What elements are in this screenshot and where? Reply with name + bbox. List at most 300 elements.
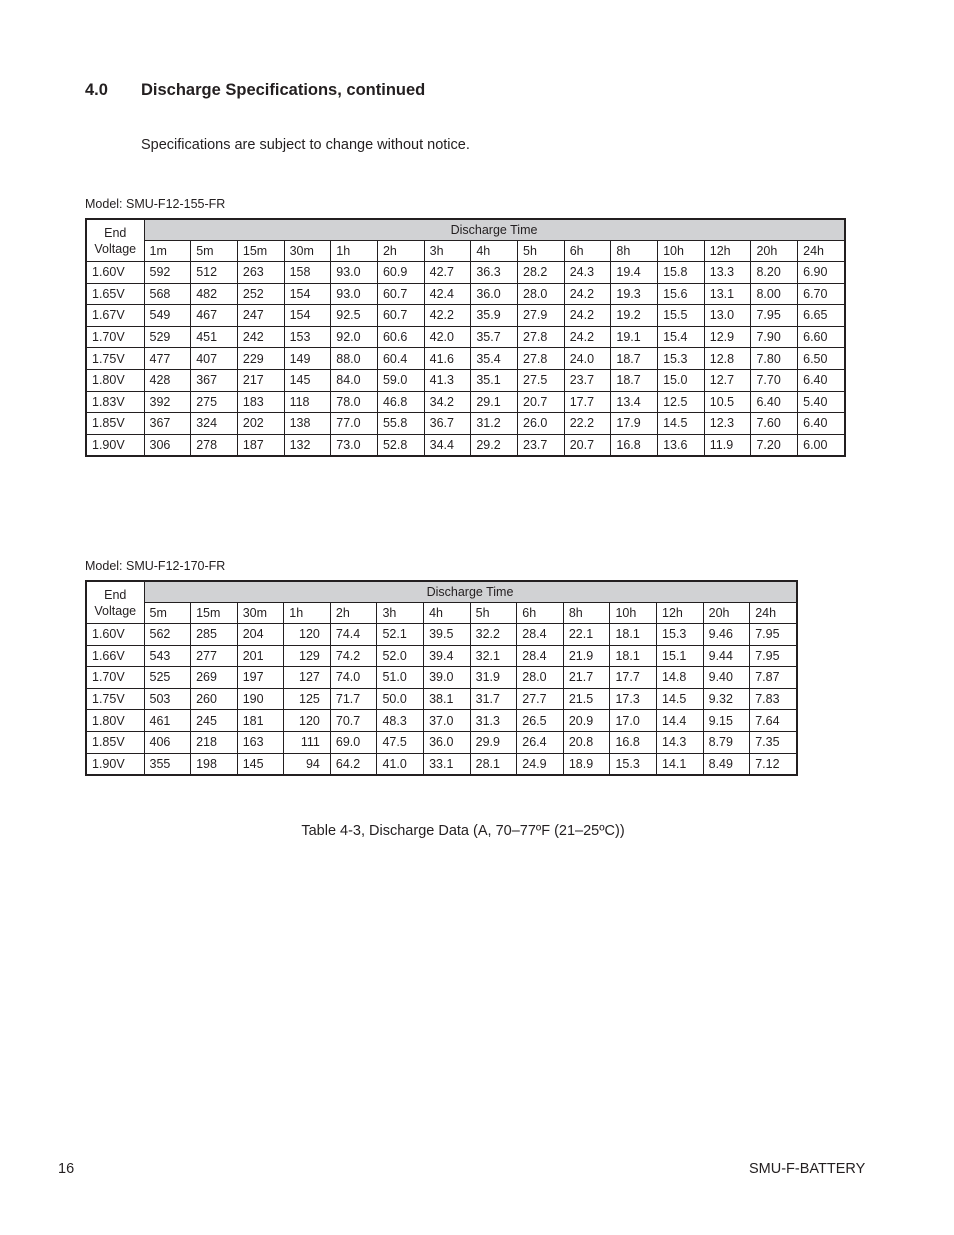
time-column-header: 4h xyxy=(424,603,471,624)
discharge-current-cell: 36.0 xyxy=(424,731,471,753)
discharge-current-cell: 263 xyxy=(237,262,284,284)
discharge-current-cell: 482 xyxy=(191,283,238,305)
time-column-header: 1h xyxy=(284,603,331,624)
discharge-current-cell: 158 xyxy=(284,262,331,284)
discharge-current-cell: 13.1 xyxy=(704,283,751,305)
discharge-current-cell: 9.46 xyxy=(703,624,750,646)
discharge-current-cell: 41.0 xyxy=(377,753,424,775)
discharge-current-cell: 367 xyxy=(191,369,238,391)
discharge-current-cell: 9.44 xyxy=(703,645,750,667)
discharge-current-cell: 190 xyxy=(237,688,284,710)
end-voltage-header xyxy=(86,219,144,262)
discharge-current-cell: 35.7 xyxy=(471,326,518,348)
time-column-header: 12h xyxy=(704,241,751,262)
discharge-current-cell: 252 xyxy=(237,283,284,305)
discharge-current-cell: 145 xyxy=(284,369,331,391)
discharge-current-cell: 31.7 xyxy=(470,688,517,710)
discharge-current-cell: 197 xyxy=(237,667,284,689)
discharge-current-cell: 55.8 xyxy=(377,413,424,435)
discharge-current-cell: 428 xyxy=(144,369,191,391)
discharge-current-cell: 13.3 xyxy=(704,262,751,284)
discharge-current-cell: 70.7 xyxy=(330,710,377,732)
table-row xyxy=(86,645,797,667)
section-title: Discharge Specifications, continued xyxy=(141,81,426,99)
table1-model-label: Model: SMU-F12-155-FR xyxy=(85,197,226,211)
discharge-current-cell: 28.0 xyxy=(518,283,565,305)
end-voltage-cell: 1.75V xyxy=(86,688,144,710)
discharge-current-cell: 12.8 xyxy=(704,348,751,370)
discharge-current-cell: 132 xyxy=(284,434,331,456)
discharge-current-cell: 74.4 xyxy=(330,624,377,646)
time-column-header: 15m xyxy=(237,241,284,262)
discharge-current-cell: 24.2 xyxy=(564,283,611,305)
specifications-notice: Specifications are subject to change without notice. xyxy=(141,137,470,153)
discharge-current-cell: 17.7 xyxy=(610,667,657,689)
discharge-current-cell: 6.50 xyxy=(798,348,845,370)
discharge-current-cell: 6.00 xyxy=(798,434,845,456)
discharge-current-cell: 154 xyxy=(284,283,331,305)
discharge-current-cell: 9.15 xyxy=(703,710,750,732)
discharge-current-cell: 18.7 xyxy=(611,369,658,391)
discharge-current-cell: 15.3 xyxy=(658,348,705,370)
discharge-current-cell: 32.1 xyxy=(470,645,517,667)
discharge-current-cell: 198 xyxy=(191,753,238,775)
discharge-current-cell: 8.00 xyxy=(751,283,798,305)
time-column-header: 1h xyxy=(331,241,378,262)
discharge-current-cell: 154 xyxy=(284,305,331,327)
discharge-current-cell: 13.6 xyxy=(658,434,705,456)
discharge-current-cell: 94 xyxy=(284,753,331,775)
discharge-current-cell: 181 xyxy=(237,710,284,732)
time-column-header: 2h xyxy=(377,241,424,262)
end-voltage-header xyxy=(86,581,144,624)
discharge-current-cell: 19.3 xyxy=(611,283,658,305)
discharge-current-cell: 22.2 xyxy=(564,413,611,435)
time-column-header: 24h xyxy=(750,603,797,624)
discharge-current-cell: 27.5 xyxy=(518,369,565,391)
discharge-current-cell: 52.8 xyxy=(377,434,424,456)
discharge-current-cell: 407 xyxy=(191,348,238,370)
discharge-table-155 xyxy=(85,218,846,457)
end-voltage-cell: 1.80V xyxy=(86,369,144,391)
discharge-current-cell: 15.4 xyxy=(658,326,705,348)
discharge-current-cell: 28.1 xyxy=(470,753,517,775)
discharge-time-header: Discharge Time xyxy=(144,581,797,603)
time-column-header: 20h xyxy=(751,241,798,262)
end-voltage-header-line: End xyxy=(104,587,127,602)
discharge-current-cell: 18.9 xyxy=(563,753,610,775)
discharge-current-cell: 29.9 xyxy=(470,731,517,753)
discharge-current-cell: 16.8 xyxy=(611,434,658,456)
discharge-current-cell: 48.3 xyxy=(377,710,424,732)
discharge-current-cell: 41.3 xyxy=(424,369,471,391)
discharge-current-cell: 129 xyxy=(284,645,331,667)
footer-brand: SMU-F-BATTERY xyxy=(749,1161,866,1177)
discharge-current-cell: 12.5 xyxy=(658,391,705,413)
table-row xyxy=(86,262,845,284)
discharge-current-cell: 285 xyxy=(191,624,238,646)
discharge-current-cell: 406 xyxy=(144,731,191,753)
discharge-current-cell: 35.1 xyxy=(471,369,518,391)
discharge-current-cell: 39.5 xyxy=(424,624,471,646)
table-caption-text: Table 4-3, Discharge Data (A, 70–77ºF (21–25ºC)) xyxy=(301,823,625,839)
table-row xyxy=(86,348,845,370)
discharge-current-cell: 111 xyxy=(284,731,331,753)
page-number: 16 xyxy=(58,1161,75,1177)
discharge-current-cell: 12.9 xyxy=(704,326,751,348)
discharge-current-cell: 26.4 xyxy=(517,731,564,753)
time-column-header: 30m xyxy=(284,241,331,262)
discharge-current-cell: 24.3 xyxy=(564,262,611,284)
discharge-current-cell: 39.0 xyxy=(424,667,471,689)
time-column-header: 20h xyxy=(703,603,750,624)
discharge-current-cell: 14.8 xyxy=(657,667,704,689)
discharge-current-cell: 34.4 xyxy=(424,434,471,456)
discharge-current-cell: 324 xyxy=(191,413,238,435)
discharge-current-cell: 6.65 xyxy=(798,305,845,327)
table-row xyxy=(86,710,797,732)
table-row xyxy=(86,434,845,456)
table2-model-label: Model: SMU-F12-170-FR xyxy=(85,559,226,573)
discharge-current-cell: 153 xyxy=(284,326,331,348)
discharge-current-cell: 21.7 xyxy=(563,667,610,689)
time-column-header: 12h xyxy=(657,603,704,624)
discharge-current-cell: 28.2 xyxy=(518,262,565,284)
discharge-current-cell: 31.3 xyxy=(470,710,517,732)
discharge-current-cell: 15.6 xyxy=(658,283,705,305)
discharge-current-cell: 71.7 xyxy=(330,688,377,710)
discharge-current-cell: 27.7 xyxy=(517,688,564,710)
discharge-current-cell: 17.3 xyxy=(610,688,657,710)
table-row xyxy=(86,667,797,689)
discharge-current-cell: 8.20 xyxy=(751,262,798,284)
discharge-current-cell: 392 xyxy=(144,391,191,413)
discharge-current-cell: 52.1 xyxy=(377,624,424,646)
discharge-current-cell: 217 xyxy=(237,369,284,391)
table-row xyxy=(86,731,797,753)
discharge-current-cell: 26.5 xyxy=(517,710,564,732)
discharge-current-cell: 277 xyxy=(191,645,238,667)
discharge-current-cell: 20.8 xyxy=(563,731,610,753)
end-voltage-header-line: Voltage xyxy=(94,241,137,256)
time-column-header: 1m xyxy=(144,241,191,262)
discharge-current-cell: 15.5 xyxy=(658,305,705,327)
discharge-current-cell: 42.0 xyxy=(424,326,471,348)
discharge-current-cell: 32.2 xyxy=(470,624,517,646)
end-voltage-cell: 1.60V xyxy=(86,262,144,284)
discharge-current-cell: 27.8 xyxy=(518,348,565,370)
discharge-current-cell: 120 xyxy=(284,624,331,646)
time-column-header: 5m xyxy=(144,603,191,624)
discharge-current-cell: 42.4 xyxy=(424,283,471,305)
end-voltage-cell: 1.66V xyxy=(86,645,144,667)
discharge-current-cell: 24.9 xyxy=(517,753,564,775)
discharge-current-cell: 26.0 xyxy=(518,413,565,435)
end-voltage-cell: 1.75V xyxy=(86,348,144,370)
discharge-current-cell: 19.4 xyxy=(611,262,658,284)
discharge-current-cell: 28.4 xyxy=(517,624,564,646)
discharge-current-cell: 14.4 xyxy=(657,710,704,732)
discharge-current-cell: 218 xyxy=(191,731,238,753)
discharge-current-cell: 6.90 xyxy=(798,262,845,284)
end-voltage-cell: 1.70V xyxy=(86,326,144,348)
discharge-current-cell: 19.2 xyxy=(611,305,658,327)
discharge-current-cell: 15.8 xyxy=(658,262,705,284)
end-voltage-cell: 1.80V xyxy=(86,710,144,732)
discharge-current-cell: 16.8 xyxy=(610,731,657,753)
discharge-current-cell: 477 xyxy=(144,348,191,370)
discharge-current-cell: 42.7 xyxy=(424,262,471,284)
discharge-current-cell: 138 xyxy=(284,413,331,435)
discharge-current-cell: 7.95 xyxy=(750,645,797,667)
discharge-current-cell: 35.9 xyxy=(471,305,518,327)
discharge-current-cell: 6.70 xyxy=(798,283,845,305)
discharge-current-cell: 17.0 xyxy=(610,710,657,732)
discharge-current-cell: 20.7 xyxy=(518,391,565,413)
end-voltage-cell: 1.67V xyxy=(86,305,144,327)
discharge-current-cell: 24.2 xyxy=(564,305,611,327)
discharge-current-cell: 17.9 xyxy=(611,413,658,435)
discharge-current-cell: 118 xyxy=(284,391,331,413)
discharge-current-cell: 7.70 xyxy=(751,369,798,391)
discharge-current-cell: 35.4 xyxy=(471,348,518,370)
discharge-current-cell: 34.2 xyxy=(424,391,471,413)
discharge-current-cell: 543 xyxy=(144,645,191,667)
discharge-current-cell: 60.7 xyxy=(377,283,424,305)
end-voltage-cell: 1.60V xyxy=(86,624,144,646)
discharge-current-cell: 120 xyxy=(284,710,331,732)
discharge-current-cell: 467 xyxy=(191,305,238,327)
discharge-current-cell: 27.9 xyxy=(518,305,565,327)
discharge-current-cell: 28.4 xyxy=(517,645,564,667)
discharge-current-cell: 7.12 xyxy=(750,753,797,775)
discharge-current-cell: 6.40 xyxy=(751,391,798,413)
discharge-current-cell: 21.5 xyxy=(563,688,610,710)
discharge-current-cell: 127 xyxy=(284,667,331,689)
table-row xyxy=(86,688,797,710)
discharge-current-cell: 201 xyxy=(237,645,284,667)
time-column-header: 8h xyxy=(563,603,610,624)
discharge-current-cell: 367 xyxy=(144,413,191,435)
time-column-header: 3h xyxy=(424,241,471,262)
discharge-current-cell: 13.0 xyxy=(704,305,751,327)
discharge-current-cell: 306 xyxy=(144,434,191,456)
discharge-current-cell: 568 xyxy=(144,283,191,305)
discharge-current-cell: 7.90 xyxy=(751,326,798,348)
discharge-current-cell: 24.2 xyxy=(564,326,611,348)
time-column-header: 30m xyxy=(237,603,284,624)
discharge-current-cell: 39.4 xyxy=(424,645,471,667)
discharge-current-cell: 202 xyxy=(237,413,284,435)
discharge-current-cell: 7.20 xyxy=(751,434,798,456)
discharge-current-cell: 24.0 xyxy=(564,348,611,370)
discharge-current-cell: 60.4 xyxy=(377,348,424,370)
discharge-current-cell: 245 xyxy=(191,710,238,732)
discharge-current-cell: 242 xyxy=(237,326,284,348)
discharge-current-cell: 36.7 xyxy=(424,413,471,435)
discharge-current-cell: 183 xyxy=(237,391,284,413)
discharge-current-cell: 84.0 xyxy=(331,369,378,391)
table-row xyxy=(86,413,845,435)
discharge-current-cell: 69.0 xyxy=(330,731,377,753)
discharge-current-cell: 5.40 xyxy=(798,391,845,413)
table-row xyxy=(86,624,797,646)
discharge-current-cell: 149 xyxy=(284,348,331,370)
discharge-current-cell: 15.0 xyxy=(658,369,705,391)
time-column-header: 6h xyxy=(564,241,611,262)
discharge-current-cell: 6.40 xyxy=(798,413,845,435)
discharge-current-cell: 7.95 xyxy=(750,624,797,646)
discharge-current-cell: 525 xyxy=(144,667,191,689)
discharge-current-cell: 93.0 xyxy=(331,283,378,305)
discharge-current-cell: 51.0 xyxy=(377,667,424,689)
discharge-current-cell: 260 xyxy=(191,688,238,710)
discharge-current-cell: 33.1 xyxy=(424,753,471,775)
discharge-current-cell: 15.1 xyxy=(657,645,704,667)
discharge-current-cell: 60.9 xyxy=(377,262,424,284)
discharge-current-cell: 512 xyxy=(191,262,238,284)
discharge-current-cell: 11.9 xyxy=(704,434,751,456)
time-column-header: 10h xyxy=(658,241,705,262)
discharge-current-cell: 74.0 xyxy=(330,667,377,689)
discharge-current-cell: 7.35 xyxy=(750,731,797,753)
discharge-current-cell: 125 xyxy=(284,688,331,710)
discharge-current-cell: 7.83 xyxy=(750,688,797,710)
end-voltage-cell: 1.65V xyxy=(86,283,144,305)
discharge-current-cell: 60.7 xyxy=(377,305,424,327)
discharge-current-cell: 355 xyxy=(144,753,191,775)
discharge-current-cell: 20.7 xyxy=(564,434,611,456)
discharge-current-cell: 59.0 xyxy=(377,369,424,391)
table-row xyxy=(86,391,845,413)
discharge-current-cell: 204 xyxy=(237,624,284,646)
time-column-header: 3h xyxy=(377,603,424,624)
discharge-current-cell: 187 xyxy=(237,434,284,456)
end-voltage-cell: 1.90V xyxy=(86,434,144,456)
discharge-current-cell: 12.3 xyxy=(704,413,751,435)
discharge-current-cell: 74.2 xyxy=(330,645,377,667)
discharge-current-cell: 29.1 xyxy=(471,391,518,413)
time-column-header: 10h xyxy=(610,603,657,624)
discharge-current-cell: 19.1 xyxy=(611,326,658,348)
discharge-current-cell: 29.2 xyxy=(471,434,518,456)
discharge-current-cell: 7.95 xyxy=(751,305,798,327)
time-column-header: 15m xyxy=(191,603,238,624)
discharge-current-cell: 7.87 xyxy=(750,667,797,689)
discharge-current-cell: 562 xyxy=(144,624,191,646)
table-row xyxy=(86,326,845,348)
discharge-current-cell: 60.6 xyxy=(377,326,424,348)
discharge-current-cell: 41.6 xyxy=(424,348,471,370)
discharge-current-cell: 549 xyxy=(144,305,191,327)
time-column-header: 2h xyxy=(330,603,377,624)
discharge-current-cell: 88.0 xyxy=(331,348,378,370)
discharge-current-cell: 37.0 xyxy=(424,710,471,732)
discharge-current-cell: 18.1 xyxy=(610,624,657,646)
discharge-current-cell: 461 xyxy=(144,710,191,732)
discharge-current-cell: 38.1 xyxy=(424,688,471,710)
discharge-current-cell: 28.0 xyxy=(517,667,564,689)
discharge-current-cell: 6.60 xyxy=(798,326,845,348)
discharge-current-cell: 52.0 xyxy=(377,645,424,667)
time-column-header: 4h xyxy=(471,241,518,262)
discharge-current-cell: 13.4 xyxy=(611,391,658,413)
discharge-current-cell: 7.64 xyxy=(750,710,797,732)
discharge-current-cell: 503 xyxy=(144,688,191,710)
discharge-table-170 xyxy=(85,580,798,776)
discharge-current-cell: 275 xyxy=(191,391,238,413)
time-column-header: 8h xyxy=(611,241,658,262)
discharge-current-cell: 20.9 xyxy=(563,710,610,732)
discharge-current-cell: 14.1 xyxy=(657,753,704,775)
discharge-current-cell: 77.0 xyxy=(331,413,378,435)
discharge-current-cell: 12.7 xyxy=(704,369,751,391)
discharge-current-cell: 7.60 xyxy=(751,413,798,435)
table-row xyxy=(86,305,845,327)
discharge-current-cell: 23.7 xyxy=(518,434,565,456)
discharge-current-cell: 22.1 xyxy=(563,624,610,646)
table-row xyxy=(86,283,845,305)
discharge-current-cell: 14.3 xyxy=(657,731,704,753)
discharge-current-cell: 92.0 xyxy=(331,326,378,348)
discharge-current-cell: 8.79 xyxy=(703,731,750,753)
discharge-current-cell: 163 xyxy=(237,731,284,753)
discharge-current-cell: 31.9 xyxy=(470,667,517,689)
discharge-current-cell: 42.2 xyxy=(424,305,471,327)
discharge-current-cell: 36.0 xyxy=(471,283,518,305)
section-number: 4.0 xyxy=(85,81,108,99)
discharge-current-cell: 247 xyxy=(237,305,284,327)
discharge-current-cell: 14.5 xyxy=(657,688,704,710)
discharge-current-cell: 21.9 xyxy=(563,645,610,667)
discharge-current-cell: 73.0 xyxy=(331,434,378,456)
time-column-header: 5h xyxy=(518,241,565,262)
time-column-header: 6h xyxy=(517,603,564,624)
discharge-current-cell: 64.2 xyxy=(330,753,377,775)
discharge-current-cell: 93.0 xyxy=(331,262,378,284)
discharge-current-cell: 10.5 xyxy=(704,391,751,413)
end-voltage-cell: 1.70V xyxy=(86,667,144,689)
discharge-current-cell: 36.3 xyxy=(471,262,518,284)
discharge-current-cell: 50.0 xyxy=(377,688,424,710)
end-voltage-header-line: Voltage xyxy=(94,603,137,618)
discharge-current-cell: 9.40 xyxy=(703,667,750,689)
discharge-current-cell: 46.8 xyxy=(377,391,424,413)
table-caption xyxy=(0,823,954,839)
discharge-current-cell: 6.40 xyxy=(798,369,845,391)
table-row xyxy=(86,753,797,775)
discharge-current-cell: 451 xyxy=(191,326,238,348)
discharge-current-cell: 269 xyxy=(191,667,238,689)
end-voltage-cell: 1.90V xyxy=(86,753,144,775)
discharge-current-cell: 14.5 xyxy=(658,413,705,435)
discharge-current-cell: 31.2 xyxy=(471,413,518,435)
discharge-current-cell: 7.80 xyxy=(751,348,798,370)
discharge-current-cell: 18.7 xyxy=(611,348,658,370)
discharge-current-cell: 9.32 xyxy=(703,688,750,710)
time-column-header: 5m xyxy=(191,241,238,262)
end-voltage-cell: 1.85V xyxy=(86,731,144,753)
discharge-current-cell: 18.1 xyxy=(610,645,657,667)
end-voltage-header-line: End xyxy=(104,225,127,240)
discharge-current-cell: 23.7 xyxy=(564,369,611,391)
discharge-current-cell: 15.3 xyxy=(657,624,704,646)
end-voltage-cell: 1.83V xyxy=(86,391,144,413)
discharge-current-cell: 27.8 xyxy=(518,326,565,348)
time-column-header: 24h xyxy=(798,241,845,262)
discharge-current-cell: 92.5 xyxy=(331,305,378,327)
discharge-time-header: Discharge Time xyxy=(144,219,845,241)
